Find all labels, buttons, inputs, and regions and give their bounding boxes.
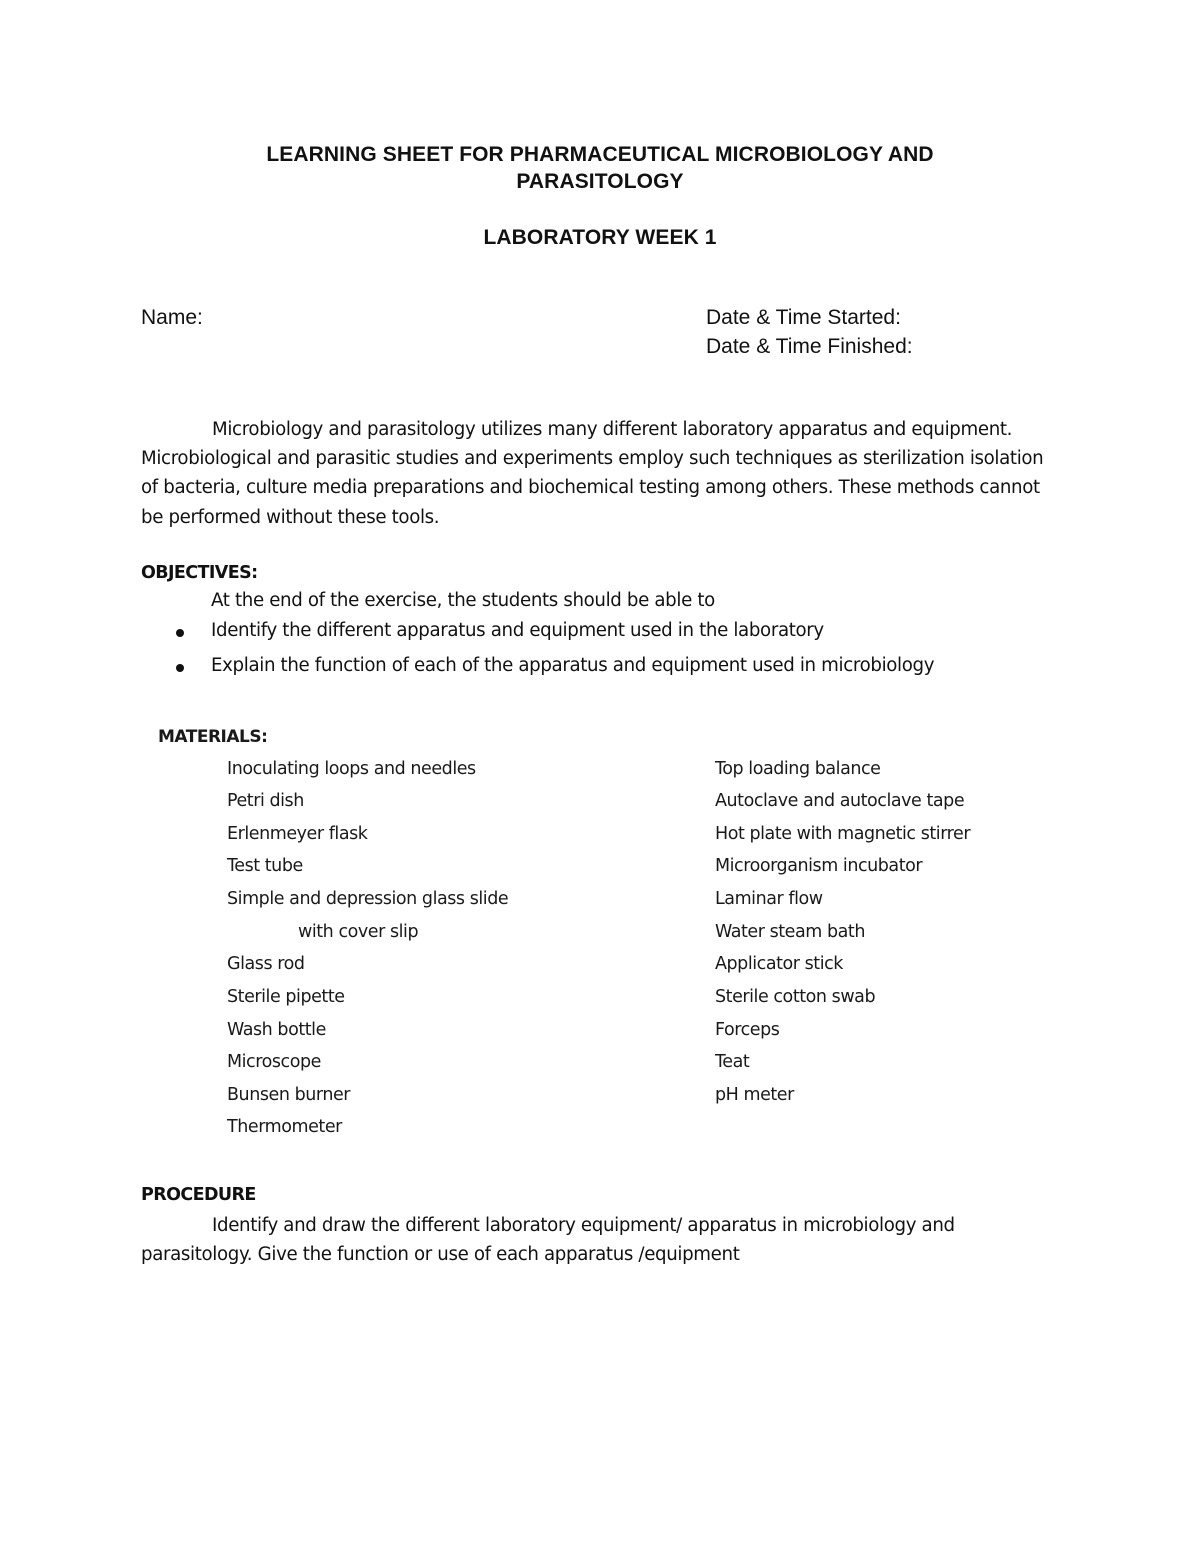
material-item: Glass rod [227,954,305,974]
material-item: Teat [715,1052,750,1072]
material-item: Bunsen burner [227,1085,351,1105]
date-finished-label: Date & Time Finished: [706,335,913,358]
material-item: Top loading balance [715,759,881,779]
name-label: Name: [141,306,203,329]
bullet-icon [176,629,184,637]
material-item: Water steam bath [715,922,865,942]
material-item: Petri dish [227,791,304,811]
material-item: Erlenmeyer flask [227,824,368,844]
material-item: Microorganism incubator [715,856,923,876]
material-item: Autoclave and autoclave tape [715,791,965,811]
intro-paragraph-text: Microbiology and parasitology utilizes many different laboratory apparatus and equipment. Microbiological and parasitic studies and experiments employ such techniques as sterilization isolation of bacteria, culture media preparations and biochemical testing among others. These methods cannot be performed without these tools. [141,419,1044,528]
procedure-heading: PROCEDURE [141,1185,256,1205]
date-started-label: Date & Time Started: [706,306,901,329]
material-item: Hot plate with magnetic stirrer [715,824,971,844]
material-item: Applicator stick [715,954,843,974]
material-item: Simple and depression glass slide [227,889,509,909]
material-item: Microscope [227,1052,321,1072]
procedure-paragraph [141,1211,1046,1269]
document-subtitle: LABORATORY WEEK 1 [483,226,717,249]
material-item: pH meter [715,1085,794,1105]
materials-heading: MATERIALS: [158,727,268,747]
document-title-line-1: LEARNING SHEET FOR PHARMACEUTICAL MICROBIOLOGY AND [266,143,934,166]
bullet-icon [176,664,184,672]
material-item: Sterile pipette [227,987,345,1007]
objective-item: Identify the different apparatus and equipment used in the laboratory [211,620,824,641]
objectives-heading: OBJECTIVES: [141,563,258,583]
material-item: Forceps [715,1020,780,1040]
intro-paragraph [141,415,1046,532]
material-item: with cover slip [298,922,419,942]
material-item: Sterile cotton swab [715,987,876,1007]
material-item: Thermometer [227,1117,342,1137]
material-item: Laminar flow [715,889,823,909]
document-title-line-2: PARASITOLOGY [516,170,684,193]
objectives-lead: At the end of the exercise, the students should be able to [211,590,715,611]
procedure-text: Identify and draw the different laboratory equipment/ apparatus in microbiology and parasitology. Give the function or use of each apparatus /equipment [141,1215,955,1265]
material-item: Inoculating loops and needles [227,759,476,779]
material-item: Test tube [227,856,303,876]
objective-item: Explain the function of each of the apparatus and equipment used in microbiology [211,655,935,676]
material-item: Wash bottle [227,1020,326,1040]
